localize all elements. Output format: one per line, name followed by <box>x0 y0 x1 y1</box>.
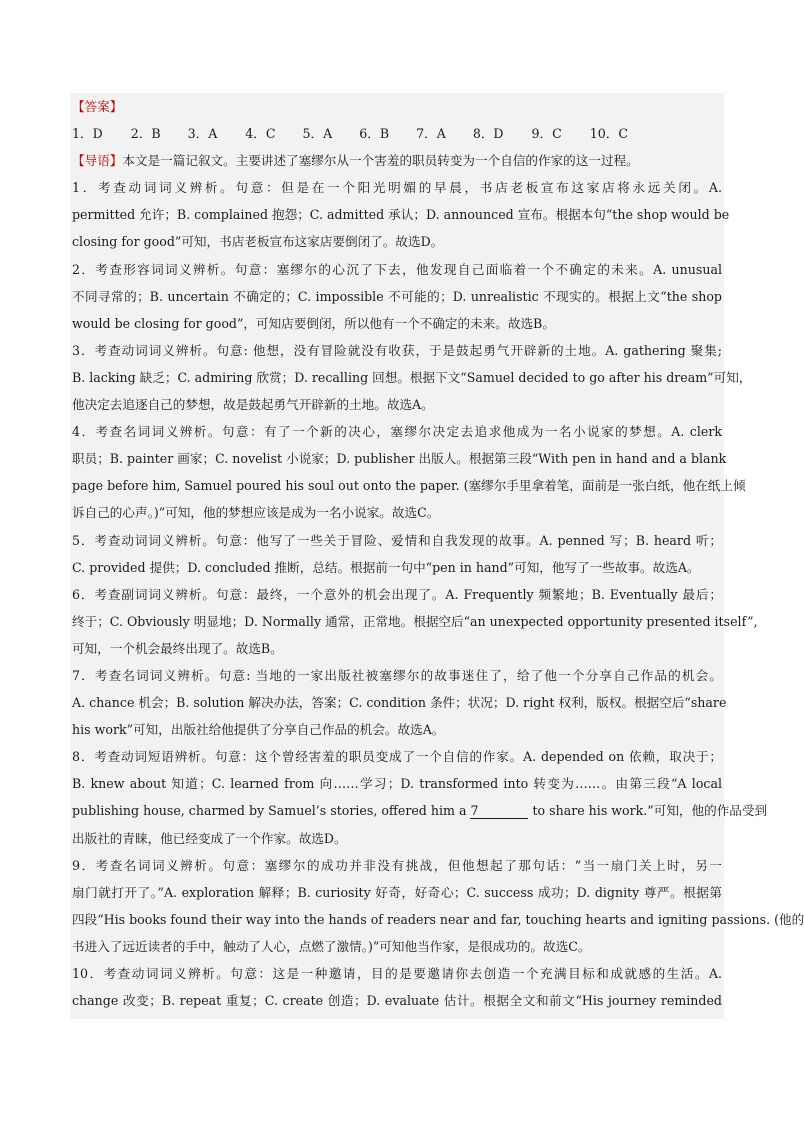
explanation-line: 5．考查动词词义辨析。句意：他写了一些关于冒险、爱情和自我发现的故事。A. penned 写；B. heard 听； <box>72 532 722 548</box>
blank-line-before: publishing house, charmed by Samuel’s stories, offered him a <box>72 803 471 819</box>
explanation-line: 终于；C. Obviously 明显地；D. Normally 通常，正常地。根据空后“an unexpected opportunity presented itself”, <box>72 613 758 629</box>
explanation-line: 1．考查动词词义辨析。句意：但是在一个阳光明媚的早晨，书店老板宣布这家店将永远关闭。A. <box>72 180 722 196</box>
answer-item: 4．C <box>245 126 276 142</box>
explanation-line: his work”可知，出版社给他提供了分享自己作品的机会。故选A。 <box>72 722 445 738</box>
explanation-line: 8．考查动词短语辨析。句意：这个曾经害羞的职员变成了一个自信的作家。A. depended on 依赖，取决于； <box>72 749 722 765</box>
answer-item: 2．B <box>130 126 161 142</box>
explanation-lines <box>72 174 804 1014</box>
explanation-line: 可知，一个机会最终出现了。故选B。 <box>72 640 283 656</box>
answer-key <box>72 120 722 147</box>
explanation-line: change 改变；B. repeat 重复；C. create 创造；D. evaluate 估计。根据全文和前文“His journey reminded <box>72 993 722 1009</box>
explanation-line: permitted 允许；B. complained 抱怨；C. admitted 承认；D. announced 宣布。根据本句“the shop would be <box>72 207 730 223</box>
explanation-line: 3．考查动词词义辨析。句意: 他想，没有冒险就没有收获，于是鼓起勇气开辟新的土地。A. gathering 聚集; <box>72 342 722 358</box>
explanation-line: A. chance 机会；B. solution 解决办法，答案；C. condition 条件；状况；D. right 权利，版权。根据空后“share <box>72 695 727 711</box>
answer-item: 6．B <box>359 126 390 142</box>
explanation-line: 4．考查名词词义辨析。句意：有了一个新的决心，塞缪尔决定去追求他成为一名小说家的梦想。A. clerk <box>72 424 722 440</box>
answer-item: 5．A <box>302 126 333 142</box>
explanation-line: 他决定去追逐自己的梦想，故是鼓起勇气开辟新的土地。故选A。 <box>72 397 434 413</box>
explanation-line: 扇门就打开了。”A. exploration 解释；B. curiosity 好奇，好奇心；C. success 成功；D. dignity 尊严。根据第 <box>72 884 722 900</box>
explanation-line: B. lacking 缺乏；C. admiring 欣赏；D. recalling 回想。根据下文“Samuel decided to go after his dream”可知， <box>72 369 752 385</box>
explanation-line: would be closing for good”，可知店要倒闭，所以他有一个不确定的未来。故选B。 <box>72 315 555 331</box>
explanation-line: 9．考查名词词义辨析。句意：塞缪尔的成功并非没有挑战，但他想起了那句话：“当一扇门关上时，另一 <box>72 857 722 873</box>
explanation-line: 书进入了远近读者的手中，触动了人心，点燃了激情。)”可知他当作家，是很成功的。故选C。 <box>72 938 591 954</box>
guide-paragraph <box>72 147 722 174</box>
answer-item: 9．C <box>531 126 562 142</box>
answer-content <box>72 93 804 1014</box>
explanation-line: 不同寻常的；B. uncertain 不确定的；C. impossible 不可能的；D. unrealistic 不现实的。根据上文“the shop <box>72 288 722 304</box>
blank-line-after: to share his work.”可知，他的作品受到 <box>528 803 768 819</box>
explanation-line: B. knew about 知道；C. learned from 向……学习；D. transformed into 转变为……。由第三段“A local <box>72 776 722 792</box>
explanation-line: 7．考查名词词义辨析。句意: 当地的一家出版社被塞缪尔的故事迷住了，给了他一个分享自己作品的机会。 <box>72 667 722 683</box>
explanation-line: 6．考查副词词义辨析。句意：最终，一个意外的机会出现了。A. Frequently 频繁地；B. Eventually 最后； <box>72 586 722 602</box>
explanation-line: 职员；B. painter 画家；C. novelist 小说家；D. publisher 出版人。根据第三段“With pen in hand and a blank <box>72 451 727 467</box>
answer-item: 7．A <box>416 126 446 142</box>
answer-item: 10．C <box>589 126 629 142</box>
guide-label: 【导语】 <box>72 153 123 169</box>
explanation-line: 四段“His books found their way into the hands of readers near and far, touching hearts and igniting passions. (他的 <box>72 911 804 927</box>
explanation-line: 出版社的青睐，他已经变成了一个作家。故选D。 <box>72 830 347 846</box>
guide-text: 本文是一篇记叙文。主要讲述了塞缪尔从一个害羞的职员转变为一个自信的作家的这一过程。 <box>122 153 639 169</box>
answer-item: 8．D <box>472 126 504 142</box>
explanation-line <box>72 797 768 824</box>
fill-blank: 7 <box>470 804 528 819</box>
answer-item: 3．A <box>187 126 218 142</box>
explanation-line: page before him, Samuel poured his soul out onto the paper. (塞缪尔手里拿着笔，面前是一张白纸，他在纸上倾 <box>72 478 746 494</box>
explanation-line: C. provided 提供；D. concluded 推断，总结。根据前一句中“pen in hand”可知，他写了一些故事。故选A。 <box>72 559 700 575</box>
answer-item: 1．D <box>72 126 103 142</box>
explanation-line: 诉自己的心声。)”可知，他的梦想应该是成为一名小说家。故选C。 <box>72 505 440 521</box>
answer-heading: 【答案】 <box>72 99 123 114</box>
explanation-line: 2．考查形容词词义辨析。句意：塞缪尔的心沉了下去，他发现自己面临着一个不确定的未来。A. unusual <box>72 261 722 277</box>
explanation-line: closing for good”可知，书店老板宣布这家店要倒闭了。故选D。 <box>72 234 444 250</box>
explanation-line: 10．考查动词词义辨析。句意：这是一种邀请，目的是要邀请你去创造一个充满目标和成就感的生活。A. <box>72 966 722 981</box>
